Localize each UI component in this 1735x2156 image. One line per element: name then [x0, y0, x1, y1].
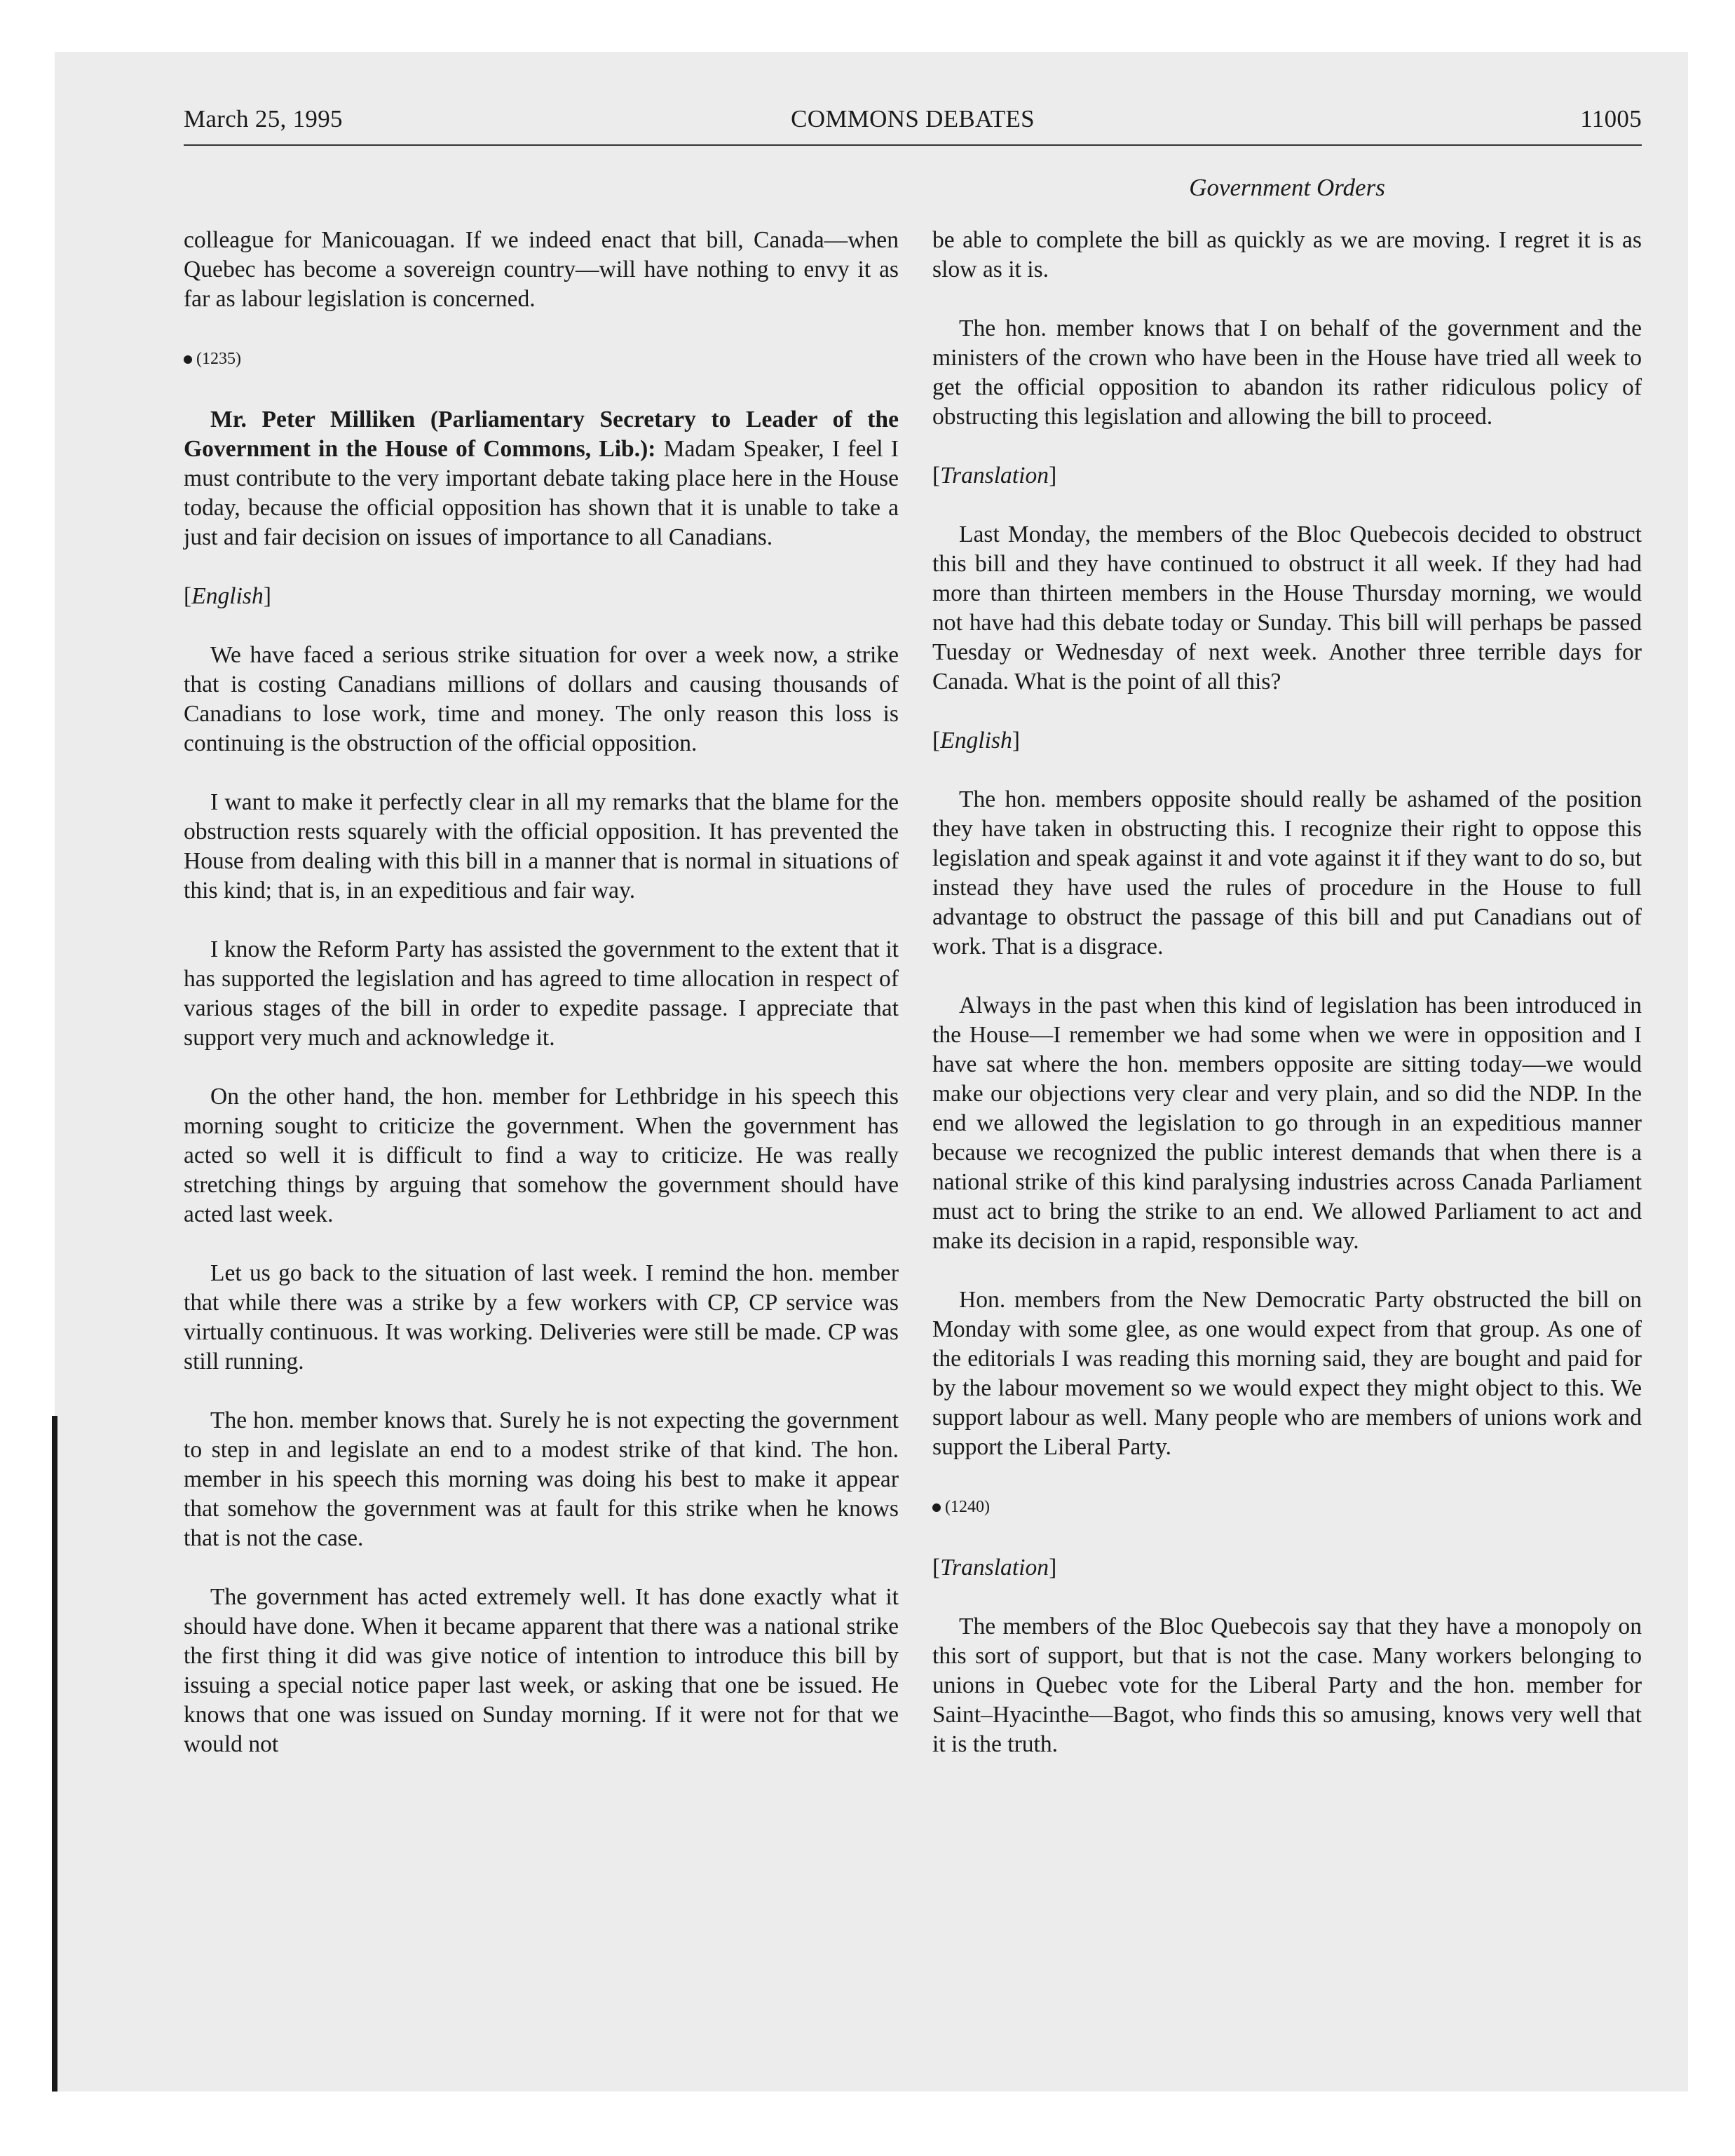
bullet-icon: [184, 355, 192, 364]
speaker-name: Mr. Peter Milliken (Parliamentary Secretary to Leader of the Government in the House of Commons, Lib.):: [184, 407, 899, 462]
paragraph: Last Monday, the members of the Bloc Quebecois decided to obstruct this bill and they have continued to obstruct it all week. If they had had more than thirteen members in the House Thursday morning, we would not have had this debate today or Sunday. This bill will perhaps be passed Tuesday or Wednesday of next week. Another three terrible days for Canada. What is the point of all this?: [932, 521, 1642, 695]
paragraph: colleague for Manicouagan. If we indeed enact that bill, Canada—when Quebec has become a sovereign country—will have nothing to envy it as far as labour legislation is concerned.: [184, 227, 899, 312]
paragraph: Hon. members from the New Democratic Party obstructed the bill on Monday with some glee, as one would expect from that group. As one of the editorials I was reading this morning said, they are bought and paid for by the labour movement so we would expect they might object to this. We support labour as well. Many people who are members of unions work and support the Liberal Party.: [932, 1287, 1642, 1460]
language-label: English: [940, 728, 1012, 753]
paragraph: The members of the Bloc Quebecois say that they have a monopoly on this sort of support, but that is not the case. Many workers belonging to unions in Quebec vote for the Liberal Party and the hon. member for Saint–Hyacinthe—Bagot, who finds this so amusing, knows very well that it is the truth.: [932, 1613, 1642, 1757]
right-column: [932, 226, 1642, 1789]
paragraph: The hon. member knows that. Surely he is not expecting the government to step in and legislate an end to a modest strike of that kind. The hon. member in his speech this morning was doing his best to make it appear that somehow the government was at fault for this strike when he knows that is not the case.: [184, 1407, 899, 1551]
timestamp: [932, 1492, 1642, 1522]
left-column: [184, 226, 899, 1789]
paragraph: The hon. members opposite should really be ashamed of the position they have taken in obstructing this. I recognize their right to oppose this legislation and speak against it and vote against it if they want to do so, but instead they have used the rules of procedure in the House to full advantage to obstruct the passage of this bill and put Canadians out of work. That is a disgrace.: [932, 786, 1642, 960]
paragraph: On the other hand, the hon. member for Lethbridge in his speech this morning sought to criticize the government. When the government has acted so well it is difficult to find a way to criticize. He was really stretching things by arguing that somehow the government should have acted last week.: [184, 1084, 899, 1227]
paragraph: The hon. member knows that I on behalf of the government and the ministers of the crown who have been in the House have tried all week to get the official opposition to abandon its rather ridiculous policy of obstructing this legislation and allowing the bill to proceed.: [932, 315, 1642, 430]
language-marker: [Translation]: [932, 1555, 1057, 1581]
timestamp-text: (1240): [945, 1498, 990, 1516]
section-label: Government Orders: [1189, 174, 1385, 201]
bullet-icon: [932, 1503, 941, 1512]
header-rule: [184, 144, 1642, 146]
header-page-number: 11005: [1580, 105, 1642, 132]
timestamp: [184, 343, 899, 374]
language-label: Translation: [940, 1555, 1049, 1581]
paragraph: The government has acted extremely well. It has done exactly what it should have done. When it became apparent that there was a national strike the first thing it did was give notice of intention to introduce this bill by issuing a special notice paper last week, or asking that one be issued. He knows that one was issued on Sunday morning. If it were not for that we would not: [184, 1584, 899, 1757]
language-marker: [Translation]: [932, 463, 1057, 489]
language-marker: [English]: [932, 728, 1020, 753]
scan-edge-shadow: [52, 1416, 57, 2092]
paragraph: I know the Reform Party has assisted the government to the extent that it has supported the legislation and has agreed to time allocation in respect of various stages of the bill in order to expedite passage. I appreciate that support very much and acknowledge it.: [184, 936, 899, 1051]
paragraph: Always in the past when this kind of legislation has been introduced in the House—I remember we had some when we were in opposition and I have sat where the hon. members opposite are sitting today—we would make our objections very clear and very plain, and so did the NDP. In the end we allowed the legislation to go through in an expeditious manner because we recognized the public interest demands that when there is a national strike of this kind paralysing industries across Canada Parliament must act to bring the strike to an end. We allowed Parliament to act and make its decision in a rapid, responsible way.: [932, 992, 1642, 1254]
language-label: Translation: [940, 463, 1049, 489]
language-marker: [English]: [184, 583, 271, 609]
header-date: March 25, 1995: [184, 105, 343, 132]
timestamp-text: (1235): [196, 350, 241, 368]
speaker-paragraph: [184, 405, 899, 552]
paragraph: Let us go back to the situation of last week. I remind the hon. member that while there was a strike by a few workers with CP, CP service was virtually continuous. It was working. Deliveries were still be made. CP was still running.: [184, 1260, 899, 1374]
header-title: COMMONS DEBATES: [791, 105, 1035, 132]
paragraph: I want to make it perfectly clear in all my remarks that the blame for the obstruction rests squarely with the official opposition. It has prevented the House from dealing with this bill in a manner that is normal in situations of this kind; that is, in an expeditious and fair way.: [184, 789, 899, 903]
paragraph: be able to complete the bill as quickly as we are moving. I regret it is as slow as it is.: [932, 227, 1642, 282]
page-header: [184, 105, 1642, 147]
language-label: English: [191, 583, 264, 609]
paragraph: We have faced a serious strike situation for over a week now, a strike that is costing Canadians millions of dollars and causing thousands of Canadians to lose work, time and money. The only reason this loss is continuing is the obstruction of the official opposition.: [184, 642, 899, 756]
speaker-text: Madam Speaker, I feel I must contribute to the very important debate taking place here in the House today, because the official opposition has shown that it is unable to take a just and fair decision on issues of importance to all Canadians.: [184, 436, 899, 550]
